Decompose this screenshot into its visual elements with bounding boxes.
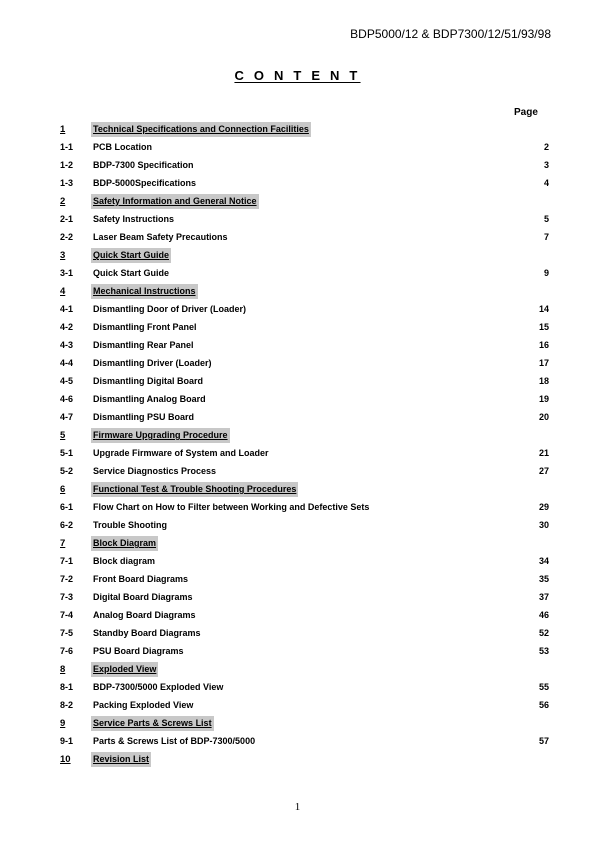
toc-number: 1-2 xyxy=(60,160,74,170)
toc-item-row[interactable] xyxy=(0,570,595,588)
toc-number: 4-6 xyxy=(60,394,74,404)
toc-item-row[interactable] xyxy=(0,444,595,462)
toc-item-title: Trouble Shooting xyxy=(93,520,167,530)
toc-item-row[interactable] xyxy=(0,228,595,246)
toc-number: 8-1 xyxy=(60,682,74,692)
toc-number: 2 xyxy=(60,196,66,207)
toc-item-title: Packing Exploded View xyxy=(93,700,194,710)
page-number: 1 xyxy=(294,801,301,813)
toc-item-title: Service Diagnostics Process xyxy=(93,466,217,476)
toc-section-row[interactable] xyxy=(0,192,595,210)
toc-item-row[interactable] xyxy=(0,318,595,336)
toc-item-row[interactable] xyxy=(0,264,595,282)
toc-number: 1 xyxy=(60,124,66,135)
toc-page-number: 34 xyxy=(538,556,549,566)
toc-item-title: Safety Instructions xyxy=(93,214,175,224)
toc-section-row[interactable] xyxy=(0,246,595,264)
toc-item-title: Block diagram xyxy=(93,556,156,566)
toc-number: 4-3 xyxy=(60,340,74,350)
toc-page-number: 29 xyxy=(538,502,549,512)
toc-number: 3 xyxy=(60,250,66,261)
toc-item-title: Laser Beam Safety Precautions xyxy=(93,232,228,242)
toc-number: 6-2 xyxy=(60,520,74,530)
toc-section-title: Functional Test & Trouble Shooting Procedures xyxy=(91,482,298,497)
toc-item-row[interactable] xyxy=(0,732,595,750)
toc-section-title: Technical Specifications and Connection Facilities xyxy=(91,122,311,137)
toc-section-row[interactable] xyxy=(0,426,595,444)
toc-section-row[interactable] xyxy=(0,714,595,732)
toc-number: 8 xyxy=(60,664,66,675)
toc-page-number: 2 xyxy=(543,142,549,152)
toc-item-row[interactable] xyxy=(0,678,595,696)
toc-item-title: BDP-7300 Specification xyxy=(93,160,194,170)
toc-number: 4-7 xyxy=(60,412,74,422)
toc-number: 4-5 xyxy=(60,376,74,386)
toc-page-number: 19 xyxy=(538,394,549,404)
document-header: BDP5000/12 & BDP7300/12/51/93/98 xyxy=(350,27,551,41)
toc-number: 7-6 xyxy=(60,646,74,656)
toc-number: 6 xyxy=(60,484,66,495)
toc-page-number: 46 xyxy=(538,610,549,620)
toc-item-title: BDP-7300/5000 Exploded View xyxy=(93,682,224,692)
toc-item-row[interactable] xyxy=(0,642,595,660)
toc-item-title: Analog Board Diagrams xyxy=(93,610,196,620)
toc-number: 7 xyxy=(60,538,66,549)
toc-item-row[interactable] xyxy=(0,138,595,156)
toc-item-title: Parts & Screws List of BDP-7300/5000 xyxy=(93,736,256,746)
table-of-contents xyxy=(0,120,595,768)
toc-item-row[interactable] xyxy=(0,174,595,192)
toc-item-title: Dismantling Door of Driver (Loader) xyxy=(93,304,247,314)
content-title-block xyxy=(0,67,595,85)
toc-item-row[interactable] xyxy=(0,552,595,570)
toc-page-number: 53 xyxy=(538,646,549,656)
toc-section-row[interactable] xyxy=(0,282,595,300)
toc-page-number: 27 xyxy=(538,466,549,476)
toc-page-number: 35 xyxy=(538,574,549,584)
toc-page-number: 37 xyxy=(538,592,549,602)
toc-item-row[interactable] xyxy=(0,354,595,372)
toc-number: 7-3 xyxy=(60,592,74,602)
toc-item-row[interactable] xyxy=(0,408,595,426)
toc-item-row[interactable] xyxy=(0,210,595,228)
toc-section-row[interactable] xyxy=(0,534,595,552)
toc-item-row[interactable] xyxy=(0,498,595,516)
toc-item-row[interactable] xyxy=(0,462,595,480)
toc-item-row[interactable] xyxy=(0,300,595,318)
toc-page-number: 57 xyxy=(538,736,549,746)
toc-number: 7-2 xyxy=(60,574,74,584)
toc-item-title: Standby Board Diagrams xyxy=(93,628,201,638)
toc-item-title: Upgrade Firmware of System and Loader xyxy=(93,448,269,458)
toc-section-row[interactable] xyxy=(0,480,595,498)
toc-item-title: Dismantling Rear Panel xyxy=(93,340,194,350)
toc-item-title: Quick Start Guide xyxy=(93,268,170,278)
toc-page-number: 30 xyxy=(538,520,549,530)
toc-number: 5 xyxy=(60,430,66,441)
content-title: C O N T E N T xyxy=(234,68,361,83)
toc-item-row[interactable] xyxy=(0,336,595,354)
toc-page-number: 21 xyxy=(538,448,549,458)
toc-item-row[interactable] xyxy=(0,372,595,390)
toc-page-number: 7 xyxy=(543,232,549,242)
toc-number: 2-2 xyxy=(60,232,74,242)
toc-number: 7-5 xyxy=(60,628,74,638)
toc-item-row[interactable] xyxy=(0,606,595,624)
toc-page-number: 17 xyxy=(538,358,549,368)
toc-item-title: PCB Location xyxy=(93,142,153,152)
toc-number: 9 xyxy=(60,718,66,729)
toc-item-title: Dismantling Analog Board xyxy=(93,394,206,404)
toc-number: 3-1 xyxy=(60,268,74,278)
toc-section-title: Quick Start Guide xyxy=(91,248,171,263)
toc-item-title: PSU Board Diagrams xyxy=(93,646,184,656)
toc-item-title: Flow Chart on How to Filter between Working and Defective Sets xyxy=(93,502,370,512)
toc-item-row[interactable] xyxy=(0,624,595,642)
toc-number: 5-1 xyxy=(60,448,74,458)
toc-number: 1-1 xyxy=(60,142,74,152)
toc-number: 1-3 xyxy=(60,178,74,188)
toc-page-number: 55 xyxy=(538,682,549,692)
toc-item-row[interactable] xyxy=(0,390,595,408)
toc-page-number: 20 xyxy=(538,412,549,422)
toc-section-title: Firmware Upgrading Procedure xyxy=(91,428,230,443)
toc-number: 2-1 xyxy=(60,214,74,224)
toc-page-number: 18 xyxy=(538,376,549,386)
toc-number: 9-1 xyxy=(60,736,74,746)
toc-item-title: Dismantling Digital Board xyxy=(93,376,204,386)
toc-number: 7-4 xyxy=(60,610,74,620)
toc-page-number: 14 xyxy=(538,304,549,314)
toc-page-number: 16 xyxy=(538,340,549,350)
toc-number: 4-4 xyxy=(60,358,74,368)
page-column-label: Page xyxy=(514,107,538,118)
toc-section-title: Mechanical Instructions xyxy=(91,284,198,299)
toc-item-row[interactable] xyxy=(0,588,595,606)
toc-page-number: 56 xyxy=(538,700,549,710)
toc-section-title: Revision List xyxy=(91,752,151,767)
toc-item-row[interactable] xyxy=(0,696,595,714)
toc-item-title: Digital Board Diagrams xyxy=(93,592,193,602)
toc-section-row[interactable] xyxy=(0,750,595,768)
toc-item-title: Dismantling Driver (Loader) xyxy=(93,358,212,368)
toc-section-title: Safety Information and General Notice xyxy=(91,194,259,209)
toc-item-title: Dismantling PSU Board xyxy=(93,412,195,422)
toc-item-title: BDP-5000Specifications xyxy=(93,178,197,188)
toc-page-number: 15 xyxy=(538,322,549,332)
toc-number: 6-1 xyxy=(60,502,74,512)
toc-page-number: 52 xyxy=(538,628,549,638)
toc-page-number: 9 xyxy=(543,268,549,278)
toc-section-title: Exploded View xyxy=(91,662,158,677)
toc-page-number: 5 xyxy=(543,214,549,224)
toc-item-row[interactable] xyxy=(0,156,595,174)
toc-item-row[interactable] xyxy=(0,516,595,534)
toc-number: 4-1 xyxy=(60,304,74,314)
toc-item-title: Front Board Diagrams xyxy=(93,574,189,584)
toc-section-row[interactable] xyxy=(0,120,595,138)
toc-page-number: 4 xyxy=(543,178,549,188)
toc-page-number: 3 xyxy=(543,160,549,170)
toc-number: 4 xyxy=(60,286,66,297)
toc-number: 10 xyxy=(60,754,71,765)
toc-section-title: Service Parts & Screws List xyxy=(91,716,214,731)
toc-item-title: Dismantling Front Panel xyxy=(93,322,197,332)
toc-section-title: Block Diagram xyxy=(91,536,158,551)
toc-section-row[interactable] xyxy=(0,660,595,678)
toc-number: 5-2 xyxy=(60,466,74,476)
toc-number: 4-2 xyxy=(60,322,74,332)
toc-number: 7-1 xyxy=(60,556,74,566)
toc-number: 8-2 xyxy=(60,700,74,710)
